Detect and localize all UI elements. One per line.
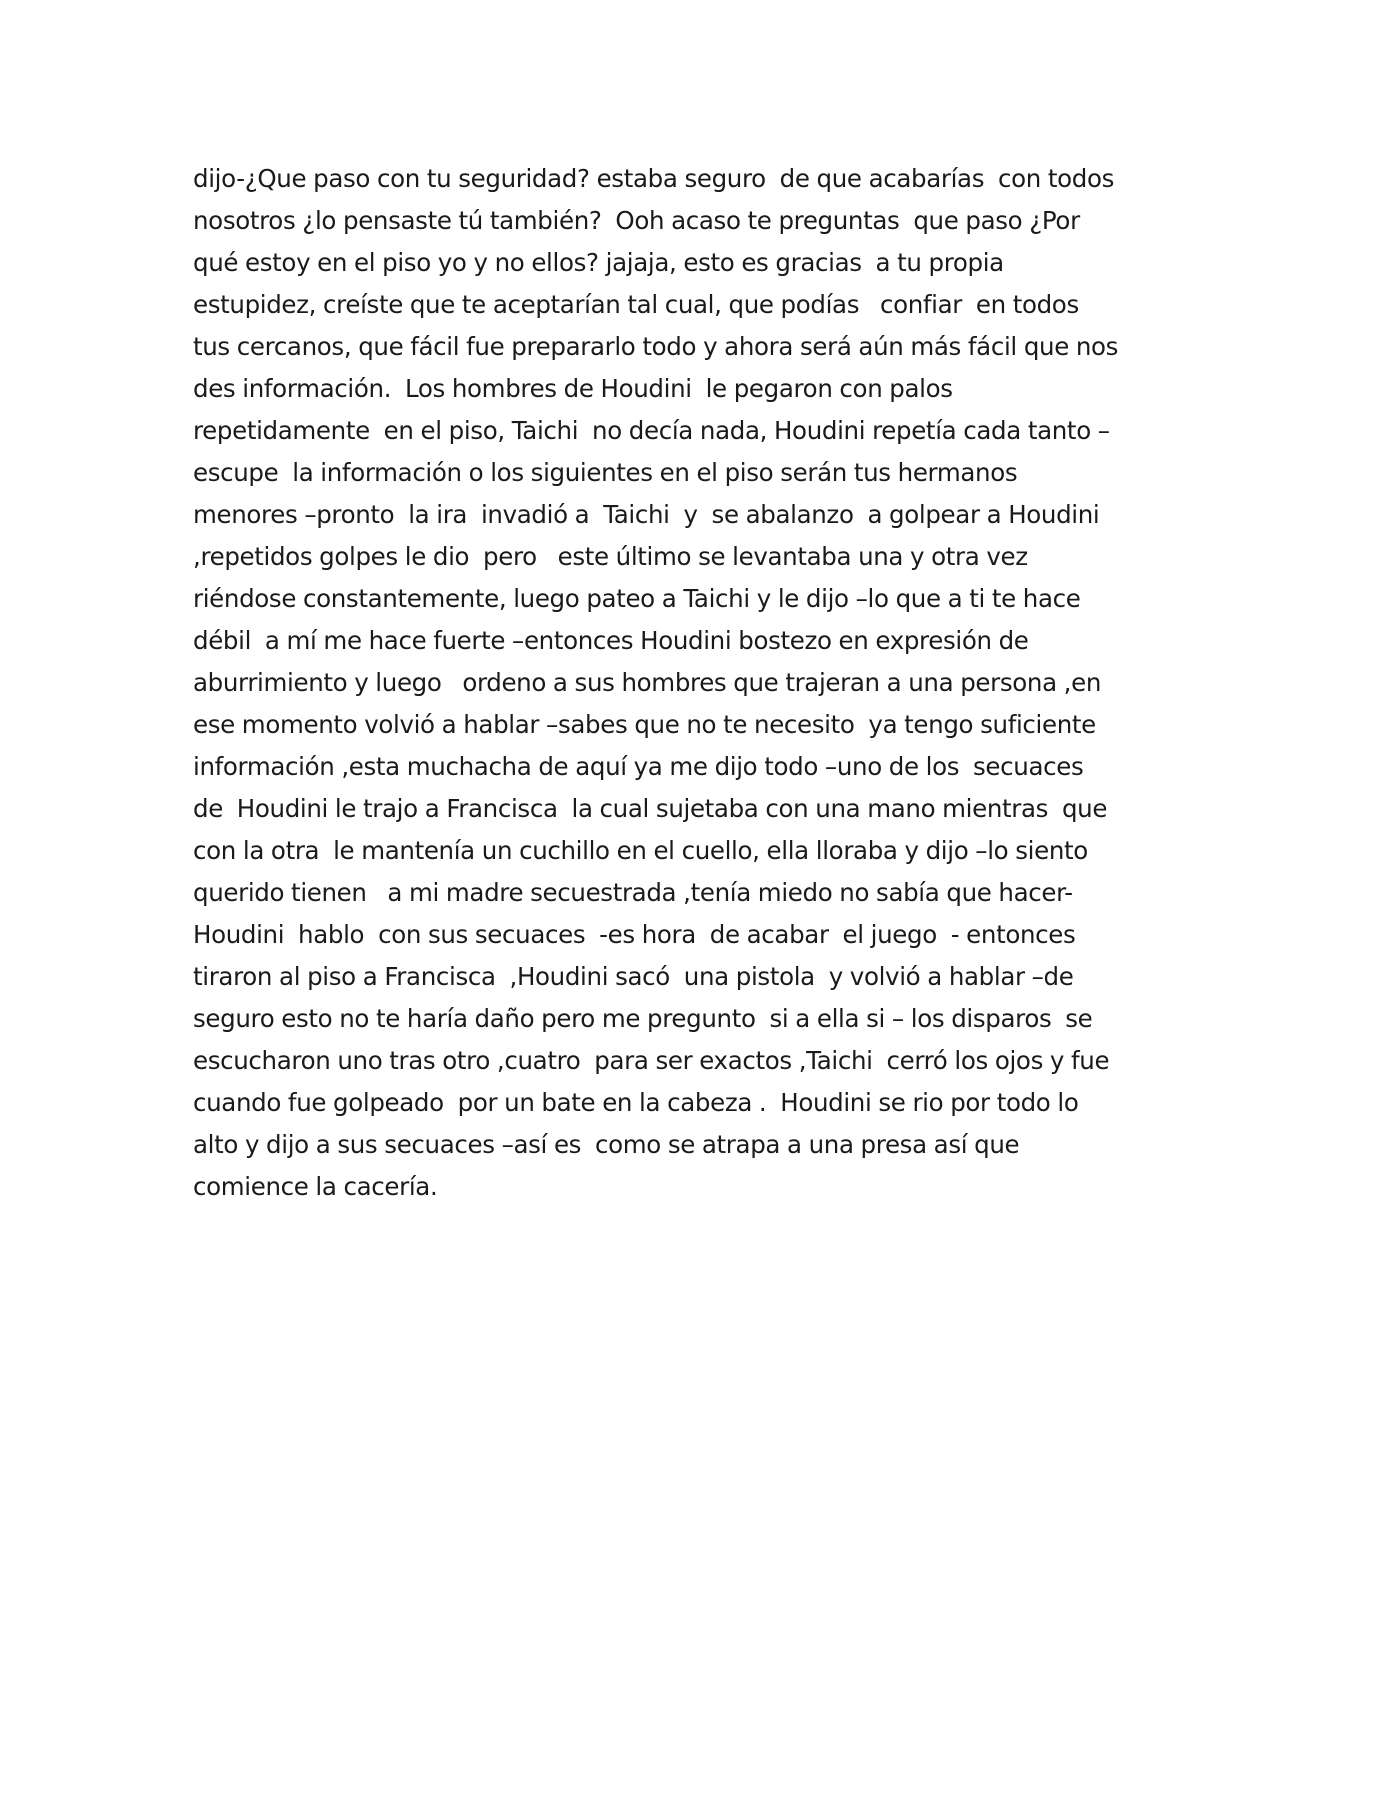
text-line: menores –pronto la ira invadió a Taichi y se abalanzo a golpear a Houdini (193, 500, 1100, 529)
text-line: información ,esta muchacha de aquí ya me dijo todo –uno de los secuaces (193, 752, 1084, 781)
text-line: comience la cacería. (193, 1172, 438, 1201)
text-line: tiraron al piso a Francisca ,Houdini sacó una pistola y volvió a hablar –de (193, 962, 1074, 991)
text-line: escucharon uno tras otro ,cuatro para ser exactos ,Taichi cerró los ojos y fue (193, 1046, 1110, 1075)
body-text (193, 158, 1213, 1208)
text-line: tus cercanos, que fácil fue prepararlo todo y ahora será aún más fácil que nos (193, 332, 1119, 361)
text-line: débil a mí me hace fuerte –entonces Houdini bostezo en expresión de (193, 626, 1029, 655)
text-line: estupidez, creíste que te aceptarían tal cual, que podías confiar en todos (193, 290, 1079, 319)
text-line: escupe la información o los siguientes en el piso serán tus hermanos (193, 458, 1018, 487)
text-line: des información. Los hombres de Houdini le pegaron con palos (193, 374, 953, 403)
text-line: dijo-¿Que paso con tu seguridad? estaba seguro de que acabarías con todos (193, 164, 1115, 193)
text-line: alto y dijo a sus secuaces –así es como se atrapa a una presa así que (193, 1130, 1020, 1159)
text-line: seguro esto no te haría daño pero me pregunto si a ella si – los disparos se (193, 1004, 1093, 1033)
text-line: cuando fue golpeado por un bate en la cabeza . Houdini se rio por todo lo (193, 1088, 1079, 1117)
text-line: Houdini hablo con sus secuaces -es hora de acabar el juego - entonces (193, 920, 1076, 949)
text-line: qué estoy en el piso yo y no ellos? jajaja, esto es gracias a tu propia (193, 248, 1004, 277)
text-line: riéndose constantemente, luego pateo a Taichi y le dijo –lo que a ti te hace (193, 584, 1081, 613)
text-line: de Houdini le trajo a Francisca la cual sujetaba con una mano mientras que (193, 794, 1108, 823)
text-line: ,repetidos golpes le dio pero este último se levantaba una y otra vez (193, 542, 1028, 571)
text-line: con la otra le mantenía un cuchillo en el cuello, ella lloraba y dijo –lo siento (193, 836, 1088, 865)
text-line: querido tienen a mi madre secuestrada ,tenía miedo no sabía que hacer- (193, 878, 1073, 907)
text-line: ese momento volvió a hablar –sabes que no te necesito ya tengo suficiente (193, 710, 1096, 739)
text-line: repetidamente en el piso, Taichi no decía nada, Houdini repetía cada tanto – (193, 416, 1110, 445)
text-line: nosotros ¿lo pensaste tú también? Ooh acaso te preguntas que paso ¿Por (193, 206, 1080, 235)
text-line: aburrimiento y luego ordeno a sus hombres que trajeran a una persona ,en (193, 668, 1102, 697)
